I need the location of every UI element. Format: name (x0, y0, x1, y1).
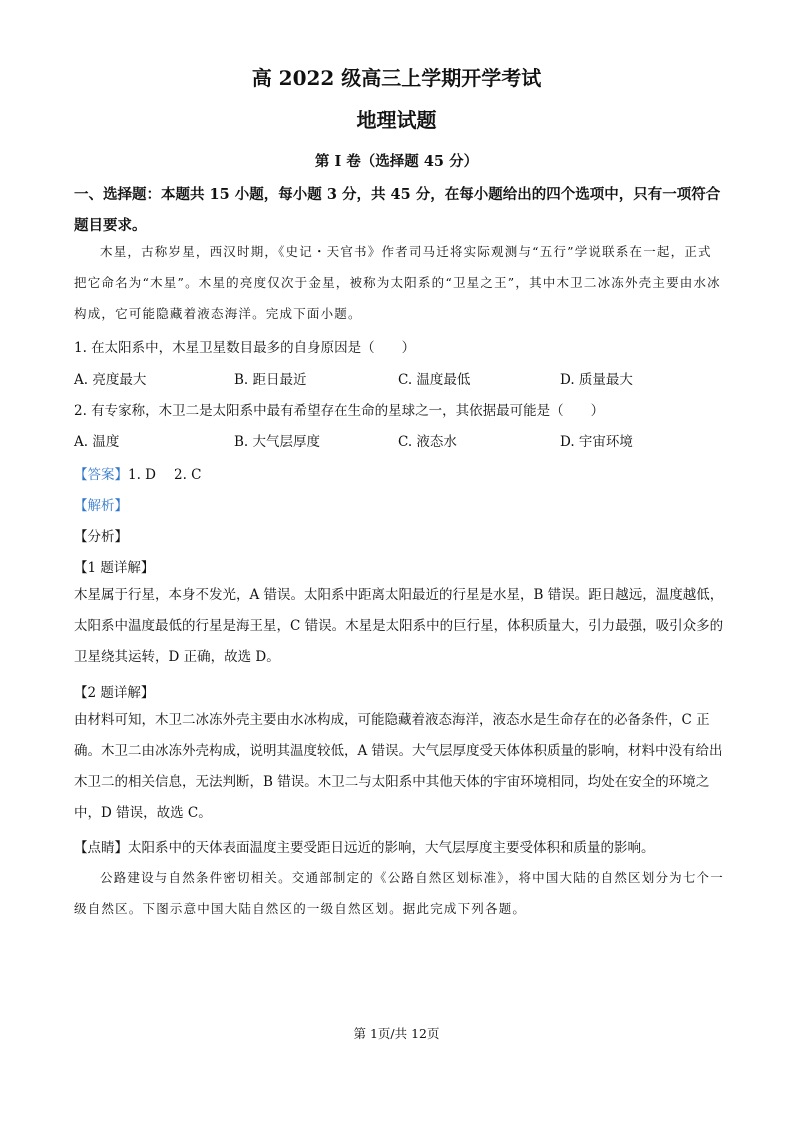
detail-1-label: 【1 题详解】 (74, 560, 155, 576)
answer-q2: 2. C (174, 467, 202, 483)
tip-note: 【点睛】太阳系中的天体表面温度主要受距日远近的影响，大气层厚度主要受体积和质量的影响。 (74, 840, 655, 856)
passage-jupiter: 木星，古称岁星，西汉时期，《史记・天官书》作者司马迁将实际观测与“五行”学说联系在一起，正式把它命名为“木星”。木星的亮度仅次于金星，被称为太阳系的“卫星之王”，其中木卫二冰冻外壳主要由水冰构成，它可能隐藏着液态海洋。完成下面小题。 (74, 244, 721, 321)
question-2-stem: 2. 有专家称，木卫二是太阳系中最有希望存在生命的星球之一，其依据最可能是（ ） (74, 403, 605, 419)
fenxi-label: 【分析】 (74, 529, 128, 545)
question-2-option-a: A. 温度 (74, 434, 120, 450)
detail-2-label: 【2 题详解】 (74, 685, 155, 701)
question-1-option-b: B. 距日最近 (234, 372, 307, 388)
question-2-option-b: B. 大气层厚度 (234, 434, 321, 450)
subject-title: 地理试题 (356, 108, 437, 132)
detail-1-text: 木星属于行星，本身不发光，A 错误。太阳系中距离太阳最近的行星是水星，B 错误。距日越远，温度越低，太阳系中温度最低的行星是海王星，C 错误。木星是太阳系中的巨行星，体积质量大，引力最强，吸引众多的卫星绕其运转，D 正确，故选 D。 (74, 587, 724, 665)
page-number: 第 1页/共 12页 (353, 1026, 440, 1041)
question-1-option-c: C. 温度最低 (398, 372, 471, 388)
question-1-option-d: D. 质量最大 (560, 372, 633, 388)
question-1-stem: 1. 在太阳系中，木星卫星数目最多的自身原因是（ ） (74, 340, 416, 356)
question-2-option-d: D. 宇宙环境 (560, 434, 633, 450)
question-2-option-c: C. 液态水 (398, 434, 457, 450)
exam-title: 高 2022 级高三上学期开学考试 (251, 66, 542, 90)
detail-2-text: 由材料可知，木卫二冰冻外壳主要由水冰构成，可能隐藏着液态海洋，液态水是生命存在的必备条件，C 正确。木卫二由冰冻外壳构成，说明其温度较低，A 错误。大气层厚度受天体体积质量的影响，材料中没有给出木卫二的相关信息，无法判断，B 错误。木卫二与太阳系中其他天体的宇宙环境相同，均处在安全的环境之中，D 错误，故选 C。 (74, 712, 723, 821)
answer-line (74, 463, 202, 483)
part-title: 第 I 卷（选择题 45 分） (314, 153, 479, 170)
analysis-label: 【解析】 (74, 498, 128, 514)
passage-highway: 公路建设与自然条件密切相关。交通部制定的《公路自然区划标准》，将中国大陆的自然区划分为七个一级自然区。下图示意中国大陆自然区的一级自然区划。据此完成下列各题。 (74, 870, 724, 916)
section-instructions: 一、选择题：本题共 15 小题，每小题 3 分，共 45 分，在每小题给出的四个选项中，只有一项符合题目要求。 (74, 186, 721, 234)
question-1-option-a: A. 亮度最大 (74, 372, 147, 388)
answer-label: 【答案】 (74, 467, 128, 483)
answer-q1: 1. D (128, 467, 156, 483)
